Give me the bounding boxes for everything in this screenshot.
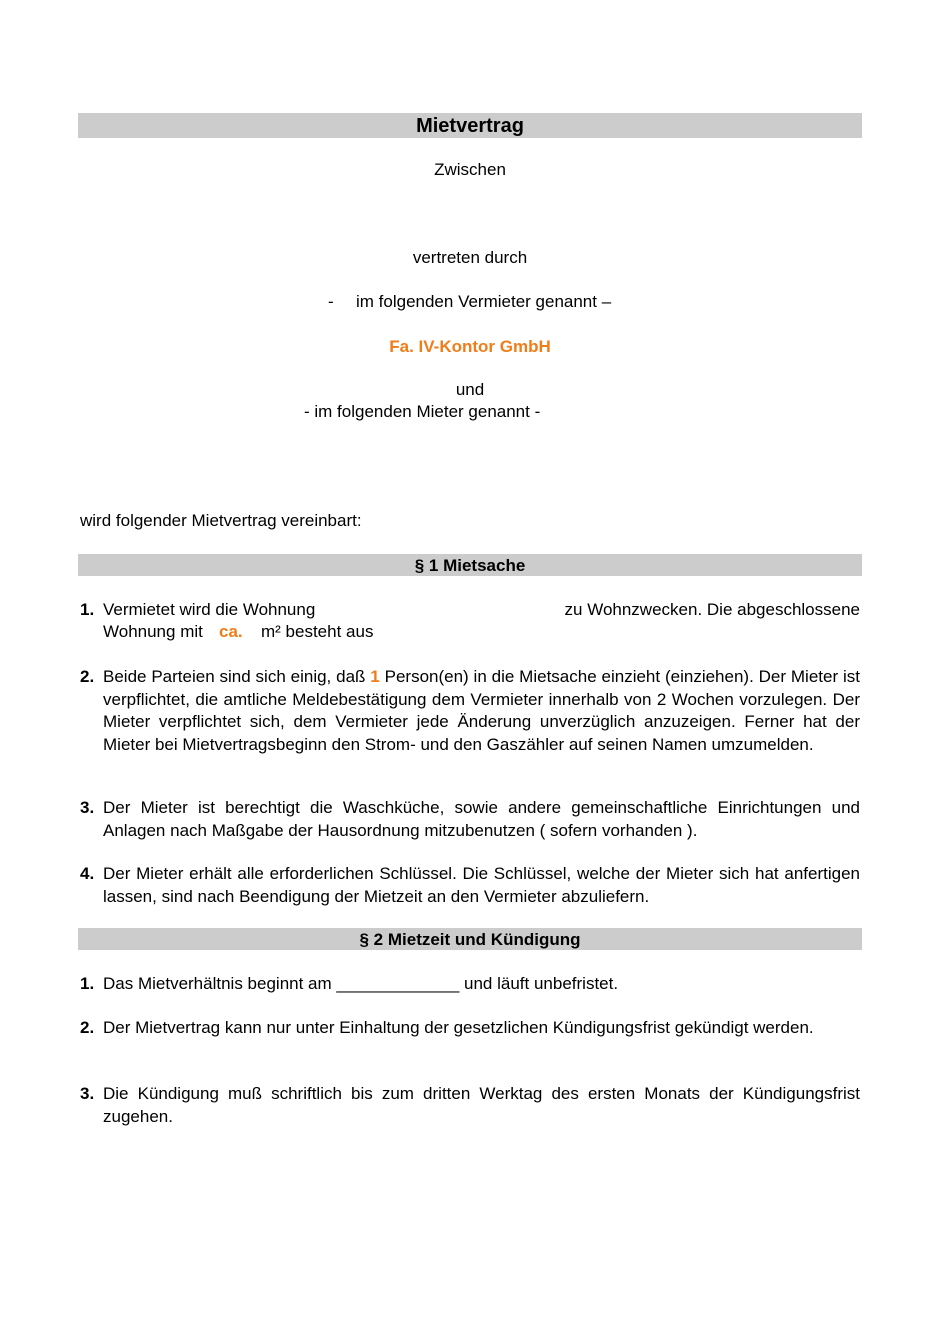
item-text: Die Kündigung muß schriftlich bis zum dritten Werktag des ersten Monats der Kündigungsfrist zugehen. bbox=[103, 1084, 860, 1126]
item-number: 1. bbox=[80, 974, 95, 993]
item-text: Das Mietverhältnis beginnt am _____________ und läuft unbefristet. bbox=[103, 974, 619, 993]
item-number: 2. bbox=[80, 667, 95, 686]
section2-heading: § 2 Mietzeit und Kündigung bbox=[78, 928, 862, 950]
wohnung-text: Vermietet wird die Wohnung bbox=[103, 600, 316, 619]
item-text: Der Mieter ist berechtigt die Waschküche, sowie andere gemeinschaftliche Einrichtungen und Anlagen nach Maßgabe der Hausordnung mitzubenutzen ( sofern vorhanden ). bbox=[103, 798, 860, 840]
vereinbart-label: wird folgender Mietvertrag vereinbart: bbox=[80, 511, 362, 530]
document-title: Mietvertrag bbox=[78, 113, 862, 138]
section2-item-3 bbox=[80, 1083, 860, 1128]
section1-heading: § 1 Mietsache bbox=[78, 554, 862, 576]
item-text: Der Mieter erhält alle erforderlichen Schlüssel. Die Schlüssel, welche der Mieter sich hat anfertigen lassen, sind nach Beendigung der Mietzeit an den Vermieter abzuliefern. bbox=[103, 864, 860, 906]
section2-item-1 bbox=[80, 973, 860, 996]
item-number: 4. bbox=[80, 864, 95, 883]
wohnung-mit-text: Wohnung mit bbox=[103, 622, 203, 641]
vermieter-dash: - bbox=[328, 292, 334, 311]
item-number: 1. bbox=[80, 600, 95, 619]
vermieter-genannt-label: im folgenden Vermieter genannt – bbox=[356, 292, 612, 311]
person-count: 1 bbox=[370, 667, 380, 686]
item-text: Der Mietvertrag kann nur unter Einhaltung der gesetzlichen Kündigungsfrist gekündigt werden. bbox=[103, 1018, 814, 1037]
zwischen-label: Zwischen bbox=[434, 160, 506, 179]
ca-label: ca. bbox=[219, 622, 243, 641]
und-label: und bbox=[455, 380, 485, 399]
section1-item-2 bbox=[80, 666, 860, 756]
section1-item-4 bbox=[80, 863, 860, 908]
mieter-genannt-label: - im folgenden Mieter genannt - bbox=[304, 402, 541, 421]
vertreten-label: vertreten durch bbox=[412, 248, 528, 267]
wohnzwecke-text: zu Wohnzwecken. Die abgeschlossene bbox=[564, 600, 860, 619]
item-number: 3. bbox=[80, 1084, 95, 1103]
item-number: 2. bbox=[80, 1018, 95, 1037]
besteht-aus-text: m² besteht aus bbox=[261, 622, 374, 641]
section1-item-1 bbox=[80, 599, 860, 644]
item-text: Beide Parteien sind sich einig, daß 1 Person(en) in die Mietsache einzieht (einziehen). Der Mieter ist verpflichtet, die amtliche Meldebestätigung dem Vermieter innerhalb von 2 Wochen vorzulegen. Der Mieter verpflichtet sich, dem Vermieter jede Änderung unverzüglich anzuzeigen. Ferner hat der Mieter bei Mietvertragsbeginn den Strom- und den Gaszähler auf seinen Namen umzumelden. bbox=[103, 667, 860, 754]
company-name: Fa. IV-Kontor GmbH bbox=[389, 337, 551, 356]
section1-item-3 bbox=[80, 797, 860, 842]
section2-item-2 bbox=[80, 1017, 860, 1040]
item-number: 3. bbox=[80, 798, 95, 817]
